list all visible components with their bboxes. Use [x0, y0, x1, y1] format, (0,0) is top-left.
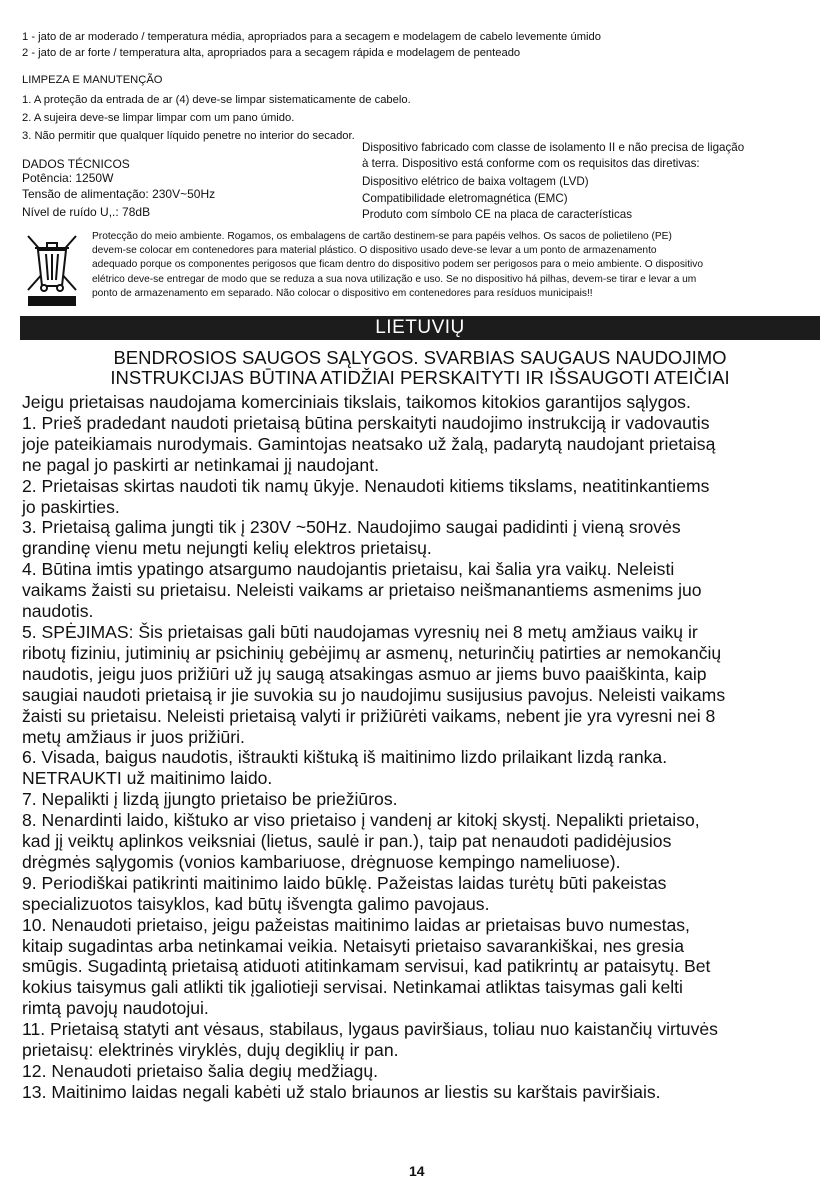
- environment-line: elétrico deve-se entregar de modo que se reduza a sua nova utilização e uso. Se no dispositivo há pilhas, devem-se tirar e levar a um: [92, 273, 697, 285]
- instruction-line: naudotis, jeigu juos prižiūri už jų saugą atsakingas asmuo ar jiems buvo paaiškinta, kaip: [22, 663, 707, 684]
- directive-line-3: Dispositivo elétrico de baixa voltagem (LVD): [362, 175, 589, 188]
- environment-notice: [92, 230, 703, 301]
- tech-power: Potência: 1250W: [22, 171, 114, 185]
- instruction-line: 1. Prieš pradedant naudoti prietaisą būtina perskaityti naudojimo instrukciją ir vadovautis: [22, 412, 710, 433]
- instruction-line: drėgmės sąlygomis (vonios kambariuose, drėgnuose kempingo nameliuose).: [22, 851, 621, 872]
- instruction-line: rimtą pavojų naudotojui.: [22, 998, 209, 1019]
- environment-line: adequado porque os componentes perigosos que ficam dentro do dispositivo podem ser perigosos para o meio ambiente. O dispositivo: [92, 259, 704, 271]
- instruction-line: saugiai naudoti prietaisą ir jie suvokia su jo naudojimu susijusius pavojus. Neleisti vaikams: [22, 684, 726, 705]
- instruction-line: 7. Nepalikti į lizdą įjungto prietaiso be priežiūros.: [22, 789, 398, 810]
- instruction-line: 6. Visada, baigus naudotis, ištraukti kištuką iš maitinimo lizdo prilaikant lizdą ranka.: [22, 747, 668, 768]
- instruction-line: 5. SPĖJIMAS: Šis prietaisas gali būti naudojamas vyresnių nei 8 metų amžiaus vaikų ir: [22, 621, 698, 642]
- instruction-line: 9. Periodiškai patikrinti maitinimo laido būklę. Pažeistas laidas turėtų būti pakeistas: [22, 872, 667, 893]
- instruction-line: 10. Nenaudoti prietaiso, jeigu pažeistas maitinimo laidas ar prietaisas buvo numestas,: [22, 914, 690, 935]
- instruction-line: 12. Nenaudoti prietaiso šalia degių medžiagų.: [22, 1061, 379, 1081]
- safety-instructions: [22, 392, 822, 1103]
- instruction-line: ribotų fiziniu, jutiminių ar psichinių gebėjimų ar asmenų, neturinčių patirties ar nemokančių: [22, 642, 722, 663]
- instruction-line: žaisti su prietaisu. Neleisti prietaisą valyti ir prižiūrėti vaikams, nebent jie yra vyresni nei 8: [22, 705, 716, 726]
- top-line-1: 1 - jato de ar moderado / temperatura média, apropriados para a secagem e modelagem de cabelo levemente úmido: [22, 31, 601, 43]
- tech-voltage: Tensão de alimentação: 230V~50Hz: [22, 187, 216, 201]
- page-number: 14: [409, 1163, 425, 1179]
- top-line-2: 2 - jato de ar forte / temperatura alta, apropriados para a secagem rápida e modelagem de penteado: [22, 47, 521, 59]
- instruction-line: grandinę vienu metu nejungti kelių elektros prietaisų.: [22, 538, 432, 559]
- directive-line-2: à terra. Dispositivo está conforme com os requisitos das diretivas:: [362, 157, 700, 170]
- cleaning-item-1: 1. A proteção da entrada de ar (4) deve-se limpar sistematicamente de cabelo.: [22, 94, 411, 106]
- environment-line: ponto de armazenamento em separado. Não colocar o dispositivo em contenedores para resíduos municipais!!: [92, 287, 593, 299]
- language-bar: [20, 316, 820, 340]
- cleaning-item-2: 2. A sujeira deve-se limpar limpar com um pano úmido.: [22, 112, 295, 124]
- tech-noise: Nível de ruído U,.: 78dB: [22, 205, 151, 219]
- instruction-line: 2. Prietaisas skirtas naudoti tik namų ūkyje. Nenaudoti kitiems tikslams, neatitinkantiems: [22, 475, 710, 496]
- instruction-line: joje pateikiamais nurodymais. Gamintojas neatsako už žalą, padarytą naudojant prietaisą: [22, 433, 716, 454]
- instruction-line: 11. Prietaisą statyti ant vėsaus, stabilaus, lygaus paviršiaus, toliau nuo kaistančių virtuvės: [22, 1019, 718, 1040]
- instruction-line: NETRAUKTI už maitinimo laido.: [22, 768, 273, 789]
- instruction-line: kitaip sugadintas arba netinkamai veikia. Netaisyti prietaiso savarankiškai, nes gresia: [22, 935, 685, 956]
- environment-line: devem-se colocar em contenedores para material plástico. O dispositivo usado deve-se levar a um ponto de armazenamento: [92, 245, 657, 257]
- cleaning-title: LIMPEZA E MANUTENÇÃO: [22, 74, 163, 86]
- instruction-line: prietaisų: elektrinės viryklės, dujų degiklių ir pan.: [22, 1040, 399, 1061]
- instruction-line: naudotis.: [22, 601, 94, 622]
- instruction-line: 4. Būtina imtis ypatingo atsargumo naudojantis prietaisu, kai šalia yra vaikų. Neleisti: [22, 559, 675, 580]
- instruction-line: 3. Prietaisą galima jungti tik į 230V ~50Hz. Naudojimo saugai padidinti į vieną srovės: [22, 517, 681, 538]
- environment-line: Protecção do meio ambiente. Rogamos, os embalagens de cartão destinem-se para papéis velhos. Os sacos de polietileno (PE): [92, 231, 672, 242]
- crossed-bin-icon: [24, 230, 80, 308]
- safety-heading-line-1: BENDROSIOS SAUGOS SĄLYGOS. SVARBIAS SAUGAUS NAUDOJIMO: [113, 347, 727, 368]
- language-label: LIETUVIŲ: [375, 317, 465, 338]
- directive-line-5: Produto com símbolo CE na placa de características: [362, 208, 633, 221]
- instruction-line: 13. Maitinimo laidas negali kabėti už stalo briaunos ar liestis su karštais paviršiais.: [22, 1081, 661, 1102]
- instruction-line: metų amžiaus ir juos prižiūri.: [22, 726, 245, 747]
- directive-line-4: Compatibilidade eletromagnética (EMC): [362, 192, 568, 205]
- directive-line-1: Dispositivo fabricado com classe de isolamento II e não precisa de ligação: [362, 141, 745, 154]
- tech-data-title: DADOS TÉCNICOS: [22, 157, 130, 171]
- instruction-line: vaikams žaisti su prietaisu. Neleisti vaikams ar prietaiso neišmanantiems asmenims juo: [22, 580, 702, 601]
- instruction-line: ne pagal jo paskirti ar netinkamai jį naudojant.: [22, 454, 379, 475]
- instruction-line: smūgis. Sugadintą prietaisą atiduoti atitinkamam servisui, kad patikrintų ar pataisytų. Bet: [22, 956, 711, 977]
- instruction-line: 8. Nenardinti laido, kištuko ar viso prietaiso į vandenį ar kitokį skystį. Nepalikti prietaiso,: [22, 810, 700, 831]
- instruction-line: Jeigu prietaisas naudojama komerciniais tikslais, taikomos kitokios garantijos sąlygos.: [22, 392, 691, 412]
- instruction-line: specializuotos taisyklos, kad būtų išvengta galimo pavojaus.: [22, 893, 490, 914]
- safety-heading-line-2: INSTRUKCIJAS BŪTINA ATIDŽIAI PERSKAITYTI IR IŠSAUGOTI ATEIČIAI: [110, 367, 730, 388]
- instruction-line: kad jį veiktų aplinkos veiksniai (lietus, saulė ir pan.), taip pat nenaudoti padidėjusios: [22, 831, 672, 852]
- instruction-line: kokius taisymus gali atlikti tik įgaliotieji servisai. Netinkamai atliktas taisymas gali kelti: [22, 977, 683, 998]
- cleaning-item-3: 3. Não permitir que qualquer líquido penetre no interior do secador.: [22, 130, 355, 142]
- instruction-line: jo paskirties.: [22, 496, 120, 517]
